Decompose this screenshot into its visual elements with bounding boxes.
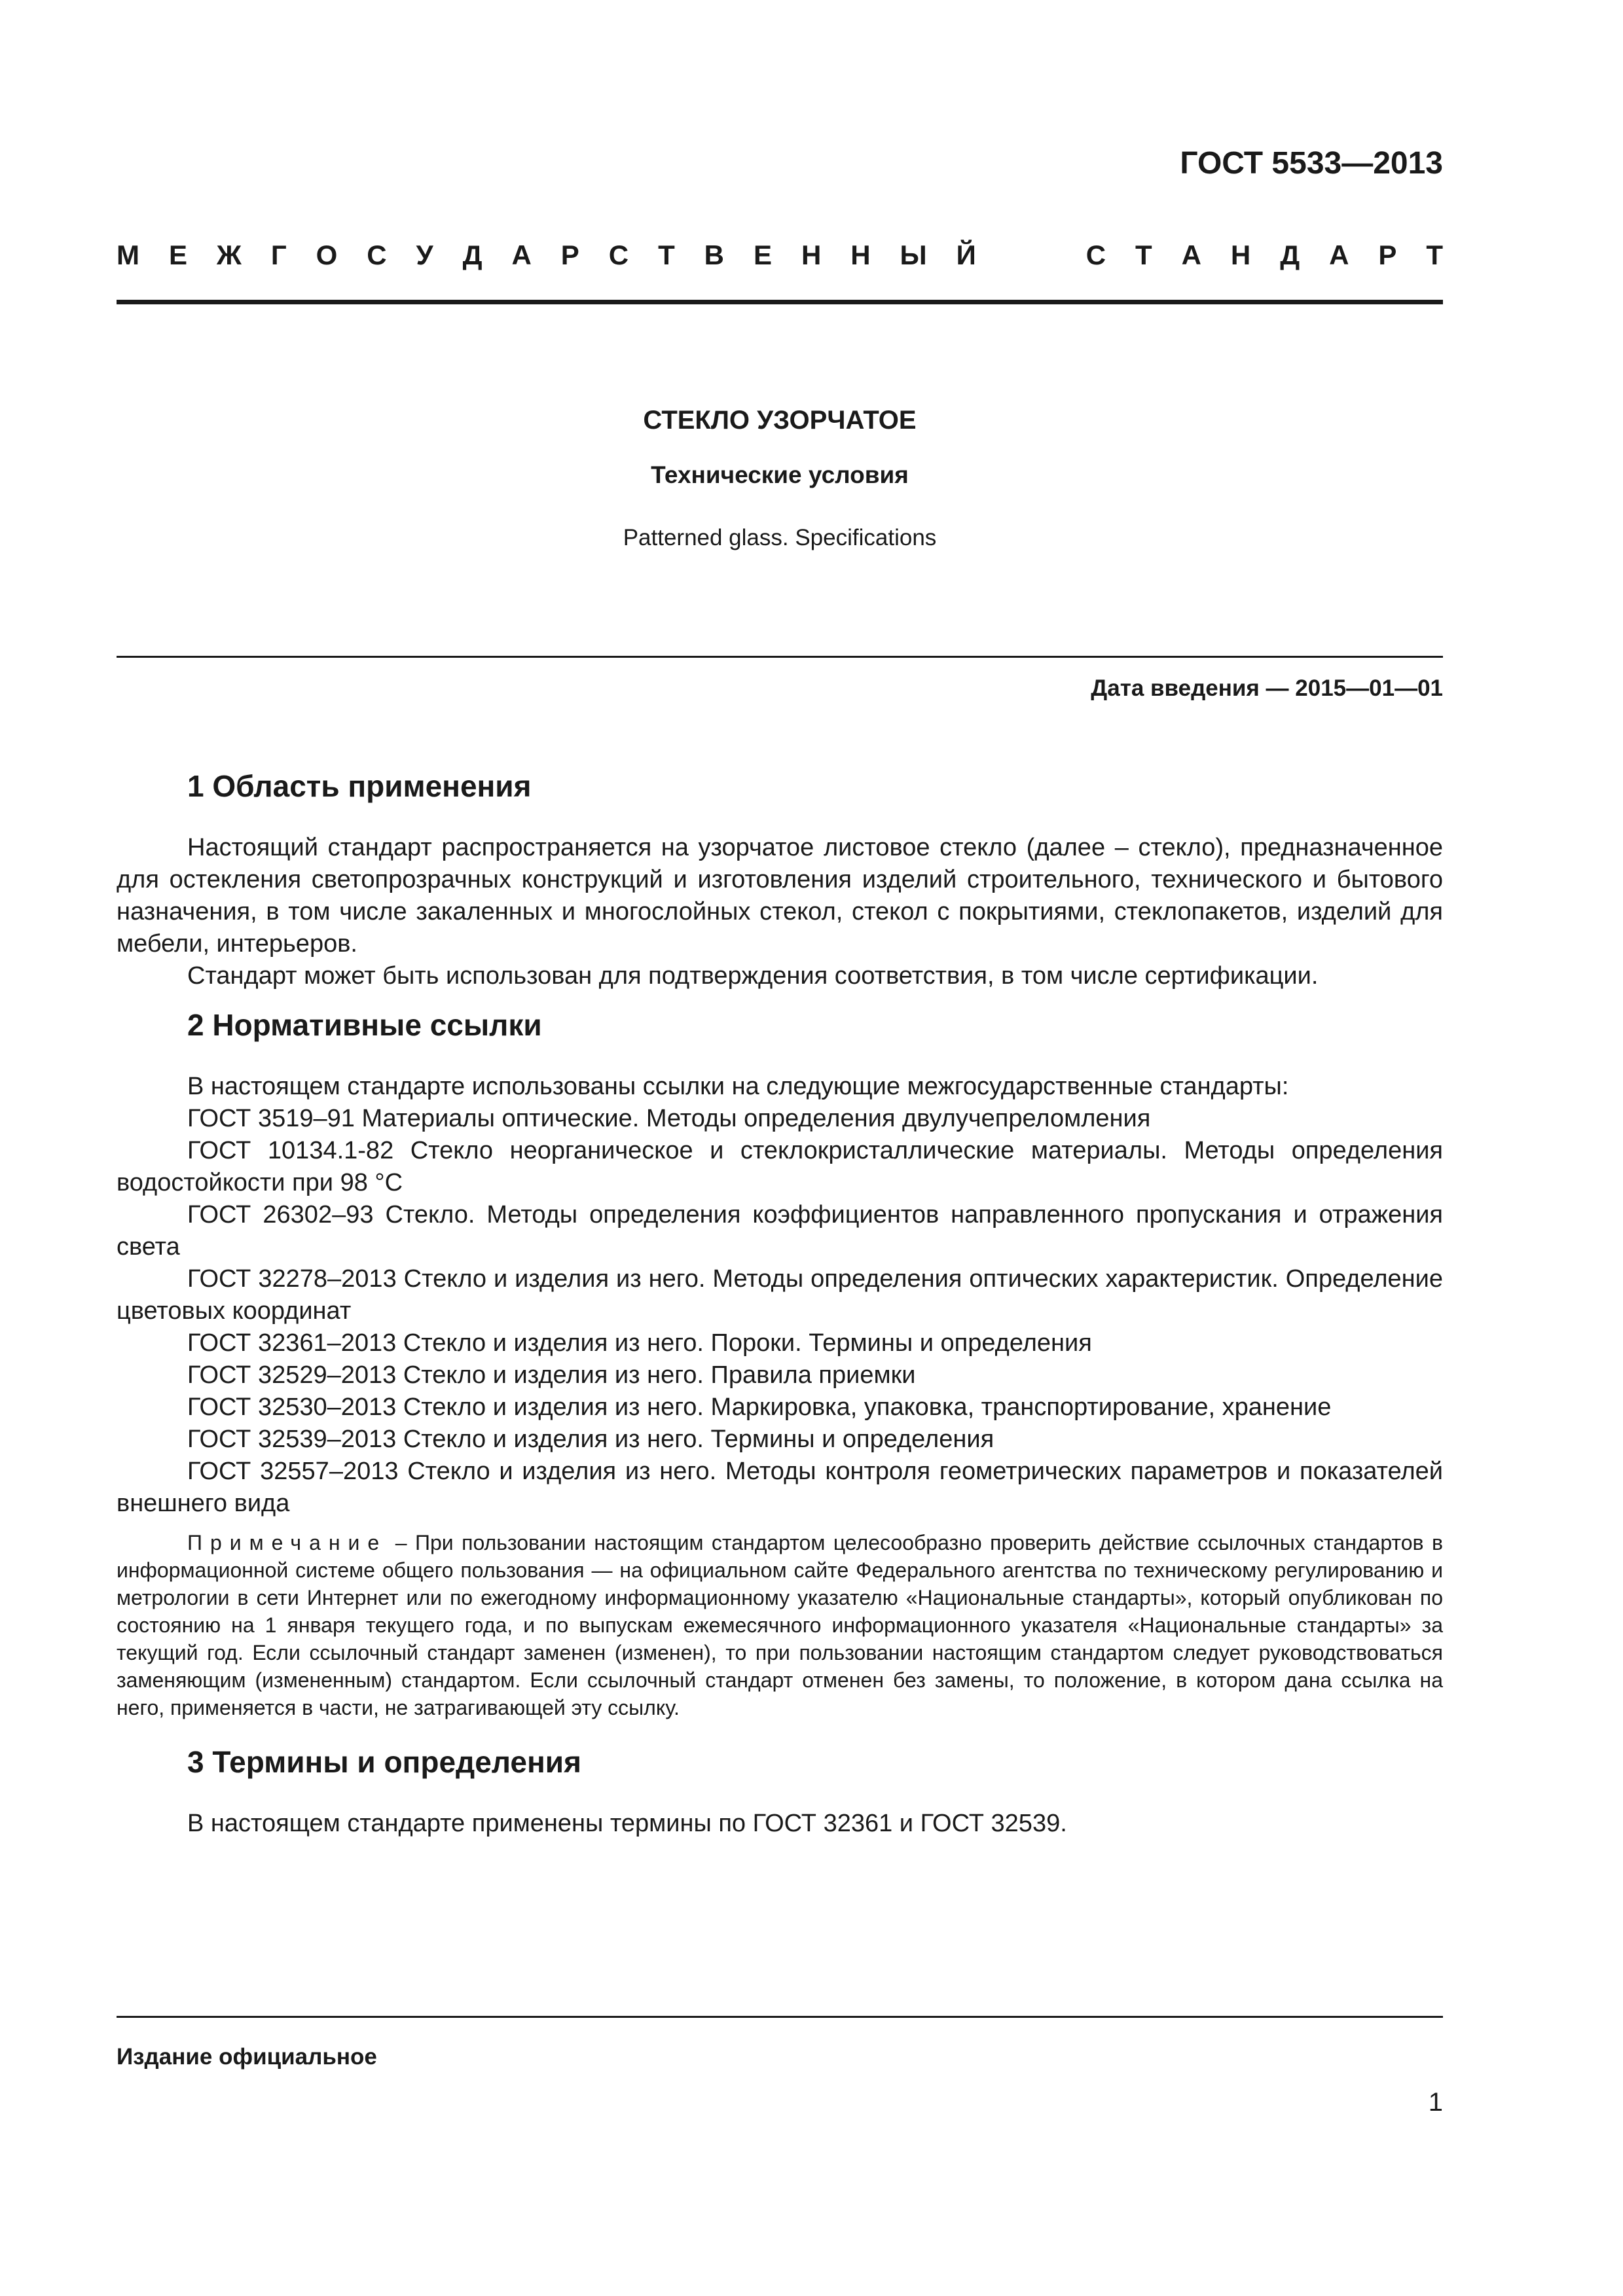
introduction-date: Дата введения — 2015—01—01 <box>1091 675 1443 701</box>
reference-item: ГОСТ 26302–93 Стекло. Методы определения коэффициентов направленного пропускания и отражения света <box>117 1201 1443 1261</box>
reference-item: ГОСТ 10134.1-82 Стекло неорганическое и стеклокристаллические материалы. Методы определения водостойкости при 98 °С <box>117 1137 1443 1196</box>
banner-letter: Д <box>1280 240 1300 270</box>
banner-letter: М <box>117 240 139 270</box>
body-paragraph: В настоящем стандарте применены термины по ГОСТ 32361 и ГОСТ 32539. <box>187 1810 1067 1837</box>
standard-type-banner <box>117 240 1443 271</box>
banner-letter: Н <box>801 240 822 270</box>
page-number: 1 <box>1428 2088 1443 2117</box>
document-body <box>117 762 1443 1840</box>
edition-label: Издание официальное <box>117 2044 377 2070</box>
reference-item: ГОСТ 32539–2013 Стекло и изделия из него. Термины и определения <box>187 1426 994 1453</box>
banner-letter: С <box>367 240 387 270</box>
body-paragraph: В настоящем стандарте использованы ссылки на следующие межгосударственные стандарты: <box>187 1073 1289 1100</box>
section-heading: 1 Область применения <box>187 769 532 803</box>
banner-letter: Т <box>1426 240 1443 270</box>
banner-letter: А <box>511 240 532 270</box>
reference-item: ГОСТ 32530–2013 Стекло и изделия из него. Маркировка, упаковка, транспортирование, хранение <box>187 1393 1332 1421</box>
document-title-english: Patterned glass. Specifications <box>623 525 937 550</box>
banner-letter: А <box>1181 240 1201 270</box>
banner-letter: А <box>1329 240 1349 270</box>
title-rule <box>117 656 1443 658</box>
banner-letter: Р <box>560 240 579 270</box>
banner-letter: Т <box>658 240 675 270</box>
banner-letter: Е <box>753 240 772 270</box>
section-heading: 3 Термины и определения <box>187 1745 581 1779</box>
banner-letter: Д <box>462 240 483 270</box>
banner-letter: Ы <box>900 240 927 270</box>
reference-item: ГОСТ 32557–2013 Стекло и изделия из него. Методы контроля геометрических параметров и показателей внешнего вида <box>117 1458 1443 1517</box>
body-paragraph: Стандарт может быть использован для подтверждения соответствия, в том числе сертификации. <box>187 962 1319 990</box>
banner-letter: Т <box>1135 240 1152 270</box>
document-subtitle: Технические условия <box>651 461 909 488</box>
footer-rule <box>117 2016 1443 2018</box>
note-paragraph <box>117 1529 1443 1721</box>
banner-letter: В <box>704 240 725 270</box>
note-label: Примечание <box>187 1531 388 1554</box>
banner-word-gap <box>1006 240 1057 271</box>
reference-item: ГОСТ 3519–91 Материалы оптические. Методы определения двулучепреломления <box>187 1105 1151 1132</box>
banner-letter: О <box>316 240 338 270</box>
banner-letter: Ж <box>216 240 242 270</box>
banner-letter: У <box>416 240 433 270</box>
banner-letter: Г <box>270 240 287 270</box>
banner-letter: Н <box>1230 240 1251 270</box>
note-text: – При пользовании настоящим стандартом целесообразно проверить действие ссылочных стандартов в информационной системе общего пользования — на официальном сайте Федерального агентства по техническому регулированию и метрологии в сети Интернет или по ежегодному информационному указателю «Национальные стандарты», который опубликован по состоянию на 1 января текущего года, и по выпускам ежемесячного информационного указателя «Национальные стандарты» за текущий год. Если ссылочный стандарт заменен (изменен), то при пользовании настоящим стандартом следует руководствоваться заменяющим (измененным) стандартом. Если ссылочный стандарт отменен без замены, то положение, в котором дана ссылка на него, применяется в части, не затрагивающей эту ссылку. <box>117 1531 1443 1719</box>
banner-letter: С <box>608 240 629 270</box>
document-title: СТЕКЛО УЗОРЧАТОЕ <box>643 406 917 435</box>
document-number: ГОСТ 5533—2013 <box>1180 146 1443 181</box>
banner-letter: Н <box>850 240 871 270</box>
banner-letter: Р <box>1378 240 1397 270</box>
reference-item: ГОСТ 32361–2013 Стекло и изделия из него. Пороки. Термины и определения <box>187 1329 1092 1357</box>
banner-letter: С <box>1085 240 1106 270</box>
banner-letter: Е <box>168 240 187 270</box>
header-rule <box>117 300 1443 304</box>
section-heading: 2 Нормативные ссылки <box>187 1008 542 1042</box>
reference-item: ГОСТ 32278–2013 Стекло и изделия из него. Методы определения оптических характеристик. Определение цветовых координат <box>117 1265 1443 1325</box>
reference-item: ГОСТ 32529–2013 Стекло и изделия из него. Правила приемки <box>187 1361 916 1389</box>
body-paragraph: Настоящий стандарт распространяется на узорчатое листовое стекло (далее – стекло), предназначенное для остекления светопрозрачных конструкций и изготовления изделий строительного, технического и бытового назначения, в том числе закаленных и многослойных стекол, стекол с покрытиями, стеклопакетов, изделий для мебели, интерьеров. <box>117 834 1443 958</box>
banner-letter: Й <box>956 240 976 270</box>
